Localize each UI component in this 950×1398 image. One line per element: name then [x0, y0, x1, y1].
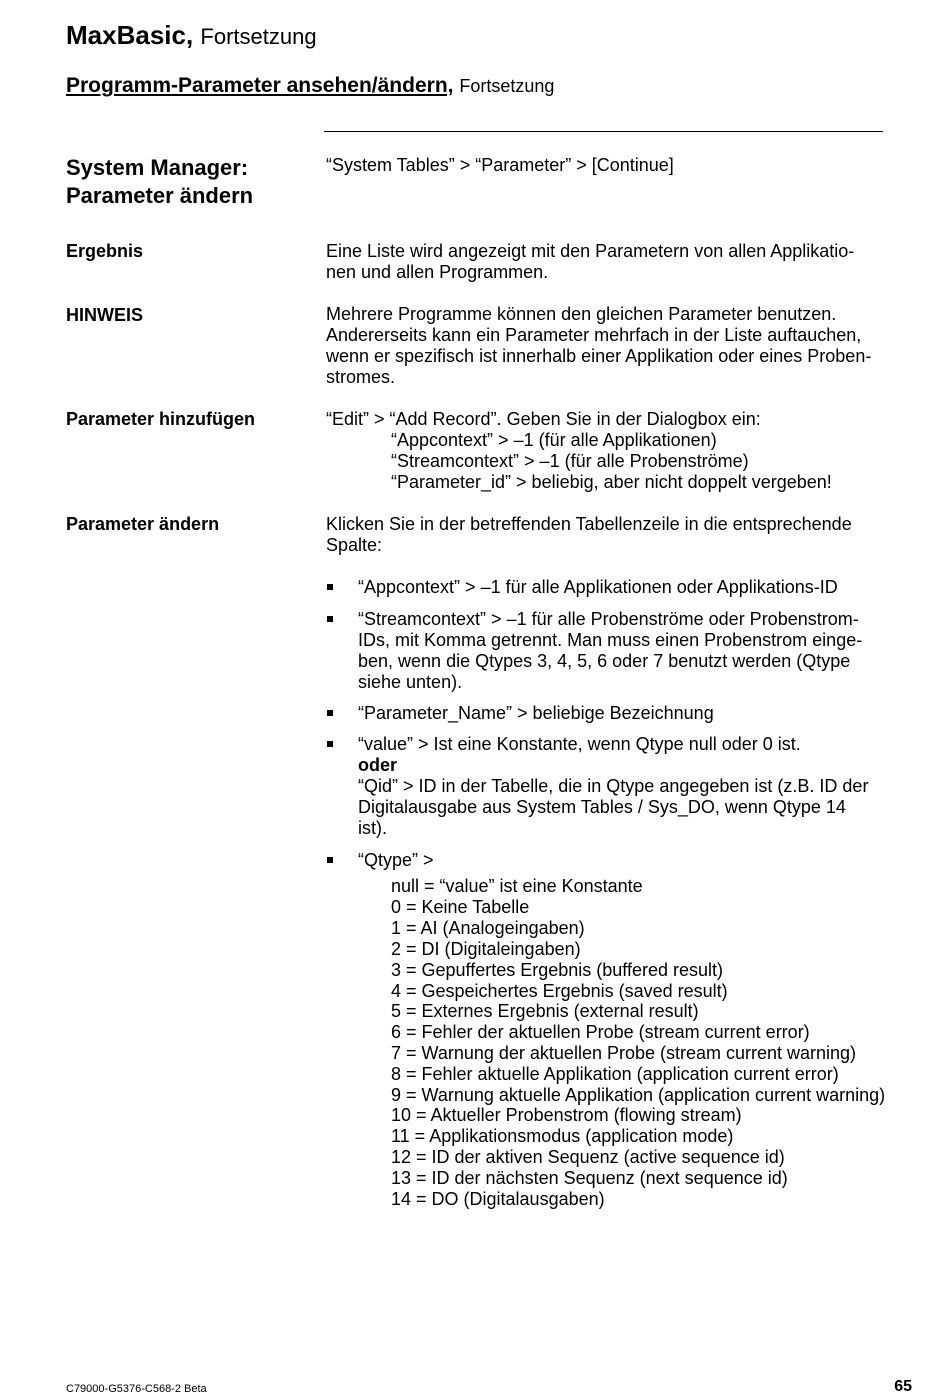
bullet-qtype: “Qtype” > — [358, 850, 434, 870]
qtype-item: 9 = Warnung aktuelle Applikation (application current warning) — [391, 1085, 886, 1105]
qtype-item: 5 = Externes Ergebnis (external result) — [391, 1001, 699, 1021]
aendern-text-1: Klicken Sie in der betreffenden Tabellenzeile in die entsprechende — [326, 514, 852, 534]
qtype-item: 12 = ID der aktiven Sequenz (active sequence id) — [391, 1147, 785, 1167]
hinweis-text-3: wenn er spezifisch ist innerhalb einer Applikation oder eines Proben- — [326, 346, 872, 366]
hinzufuegen-appcontext: “Appcontext” > –1 (für alle Applikationen) — [391, 430, 717, 450]
qtype-item: 14 = DO (Digitalausgaben) — [391, 1189, 605, 1209]
hinzufuegen-streamcontext: “Streamcontext” > –1 (für alle Probenströme) — [391, 451, 749, 471]
qtype-item: 10 = Aktueller Probenstrom (flowing stream) — [391, 1105, 742, 1125]
ergebnis-text-2: nen und allen Programmen. — [326, 262, 549, 282]
hinweis-text-4: stromes. — [326, 367, 396, 387]
bullet-appcontext: “Appcontext” > –1 für alle Applikationen oder Applikations-ID — [358, 577, 838, 597]
bullet-value-3: “Qid” > ID in der Tabelle, die in Qtype angegeben ist (z.B. ID der — [358, 776, 869, 796]
section-heading — [66, 72, 554, 100]
hinzufuegen-text-1: “Edit” > “Add Record”. Geben Sie in der Dialogbox ein: — [326, 409, 761, 429]
bullet-square — [327, 584, 333, 590]
ergebnis-text-1: Eine Liste wird angezeigt mit den Parametern von allen Applikatio- — [326, 241, 855, 261]
bullet-value-oder: oder — [358, 755, 398, 775]
qtype-item: 11 = Applikationsmodus (application mode) — [391, 1126, 734, 1146]
bullet-square — [327, 741, 333, 747]
qtype-item: 7 = Warnung der aktuellen Probe (stream current warning) — [391, 1043, 857, 1063]
aendern-text-2: Spalte: — [326, 535, 383, 555]
page-title-suffix: Fortsetzung — [200, 24, 317, 49]
bullet-value-1: “value” > Ist eine Konstante, wenn Qtype null oder 0 ist. — [358, 734, 801, 754]
system-manager-label-line2: Parameter ändern — [66, 183, 254, 208]
hinweis-label: HINWEIS — [66, 305, 144, 325]
section-heading-suffix: Fortsetzung — [459, 76, 555, 96]
system-manager-label-line1: System Manager: — [66, 155, 249, 180]
bullet-streamcontext-2: IDs, mit Komma getrennt. Man muss einen Probenstrom einge- — [358, 630, 863, 650]
ergebnis-label: Ergebnis — [66, 241, 144, 261]
aendern-label: Parameter ändern — [66, 514, 220, 534]
qtype-item: 8 = Fehler aktuelle Applikation (application current error) — [391, 1064, 839, 1084]
bullet-value-4: Digitalausgabe aus System Tables / Sys_DO, wenn Qtype 14 — [358, 797, 846, 817]
system-manager-path: “System Tables” > “Parameter” > [Continue] — [326, 155, 674, 175]
hinweis-text-1: Mehrere Programme können den gleichen Parameter benutzen. — [326, 304, 837, 324]
hinzufuegen-label: Parameter hinzufügen — [66, 409, 256, 429]
bullet-streamcontext-3: ben, wenn die Qtypes 3, 4, 5, 6 oder 7 benutzt werden (Qtype — [358, 651, 851, 671]
bullet-square — [327, 616, 333, 622]
qtype-item: 13 = ID der nächsten Sequenz (next sequence id) — [391, 1168, 788, 1188]
bullet-square — [327, 857, 333, 863]
bullet-parameter-name: “Parameter_Name” > beliebige Bezeichnung — [358, 703, 714, 723]
qtype-item: 6 = Fehler der aktuellen Probe (stream current error) — [391, 1022, 810, 1042]
bullet-streamcontext-1: “Streamcontext” > –1 für alle Probenströme oder Probenstrom- — [358, 609, 859, 629]
qtype-item: null = “value” ist eine Konstante — [391, 876, 643, 896]
qtype-item: 1 = AI (Analogeingaben) — [391, 918, 585, 938]
document-code: C79000-G5376-C568-2 Beta — [66, 1383, 207, 1395]
qtype-item: 3 = Gepuffertes Ergebnis (buffered result) — [391, 960, 724, 980]
divider-rule — [324, 131, 883, 132]
bullet-square — [327, 710, 333, 716]
page-title — [66, 18, 317, 54]
qtype-item: 0 = Keine Tabelle — [391, 897, 530, 917]
page-title-main: MaxBasic, — [66, 20, 194, 50]
hinzufuegen-parameter-id: “Parameter_id” > beliebig, aber nicht doppelt vergeben! — [391, 472, 832, 492]
qtype-item: 2 = DI (Digitaleingaben) — [391, 939, 581, 959]
section-heading-main: Programm-Parameter ansehen/ändern, — [66, 74, 454, 97]
qtype-item: 4 = Gespeichertes Ergebnis (saved result) — [391, 981, 728, 1001]
page-number: 65 — [894, 1378, 912, 1395]
bullet-value-5: ist). — [358, 818, 387, 838]
hinweis-text-2: Andererseits kann ein Parameter mehrfach in der Liste auftauchen, — [326, 325, 862, 345]
bullet-streamcontext-4: siehe unten). — [358, 672, 463, 692]
